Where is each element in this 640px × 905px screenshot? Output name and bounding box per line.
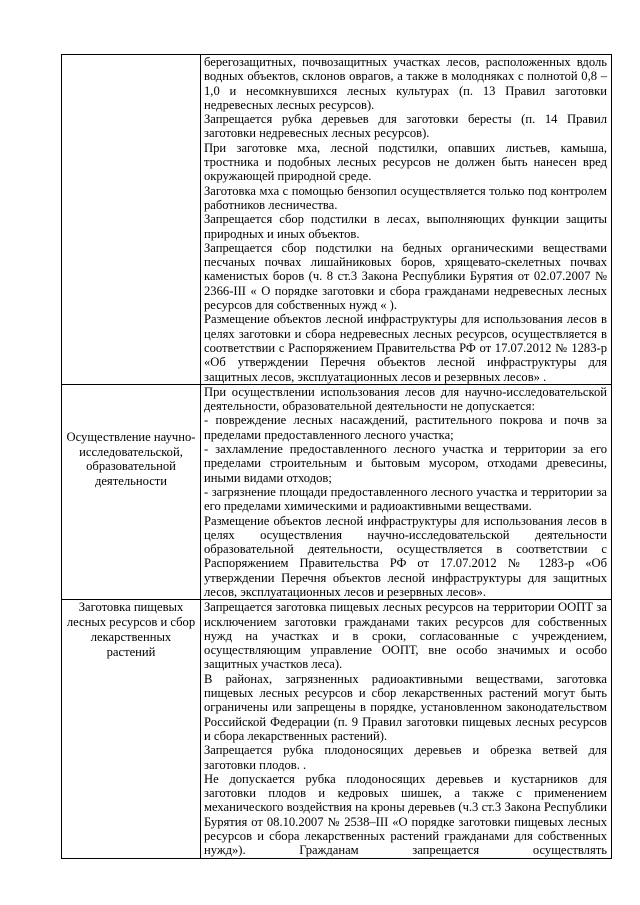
table-row (62, 55, 612, 385)
rule-paragraph: - повреждение лесных насаждений, растительного покрова и почв за пределами предоставленного лесного участка; (204, 413, 607, 442)
rule-paragraph: Запрещается сбор подстилки на бедных органическими веществами песчаных почвах лишайниковых боров, хрящевато-скелетных почвах каменистых боров (ч. 8 ст.3 Закона Республики Бурятия от 02.07.2007 № 2366-III « О порядке заготовки и сбора гражданами недревесных лесных ресурсов для собственных нужд « ). (204, 240, 607, 313)
rules-cell (201, 384, 612, 599)
activity-label: Осуществление научно-исследовательской, образовательной деятельности (66, 429, 196, 489)
activity-cell (62, 384, 201, 599)
regulations-table (61, 54, 612, 859)
rule-paragraph: Заготовка мха с помощью бензопил осуществляется только под контролем работников лесничества. (204, 183, 607, 212)
activity-cell (62, 600, 201, 858)
rule-paragraph: Запрещается заготовка пищевых лесных ресурсов на территории ООПТ за исключением заготовки гражданами таких ресурсов для собственных нужд на участках и в сроки, согласованные с учреждением, осуществляющим управление ООПТ, вне особо значимых и особо защитных участков леса). (204, 600, 607, 672)
rule-paragraph: Запрещается рубка плодоносящих деревьев и обрезка ветвей для заготовки плодов. . (204, 743, 607, 772)
rule-paragraph: - захламление предоставленного лесного участка и территории за его пределами строительным и бытовым мусором, отходами древесины, иными видами отходов; (204, 442, 607, 485)
rules-cell (201, 600, 612, 858)
rule-paragraph: При заготовке мха, лесной подстилки, опавших листьев, камыша, тростника и подобных лесных ресурсов не должен быть нанесен вред окружающей природной среде. (204, 140, 607, 184)
rule-paragraph: Не допускается рубка плодоносящих деревьев и кустарников для заготовки плодов и кедровых шишек, а также с применением механического воздействия на кроны деревьев (ч.3 ст.3 Закона Республики Бурятия от 08.10.2007 № 2538–III «О порядке заготовки пищевых лесных ресурсов и сбора лекарственных растений гражданами для собственных нужд»). Гражданам запрещается осуществлять (204, 771, 607, 858)
rule-paragraph: Размещение объектов лесной инфраструктуры для использования лесов в целях заготовки и сбора недревесных лесных ресурсов, осуществляется в соответствии с Распоряжением Правительства РФ от 17.07.2012 № 1283-р «Об утверждении Перечня объектов лесной инфраструктуры для защитных лесов, эксплуатационных лесов и резервных лесов» . (204, 312, 607, 384)
rule-paragraph: Размещение объектов лесной инфраструктуры для использования лесов в целях осуществления научно-исследовательской деятельности образовательной деятельности, осуществляется в соответствии с Распоряжением Правительства РФ от 17.07.2012 № 1283-р «Об утверждении Перечня объектов лесной инфраструктуры для защитных лесов, эксплуатационных лесов и резервных лесов». (204, 513, 607, 599)
rule-paragraph: В районах, загрязненных радиоактивными веществами, заготовка пищевых лесных ресурсов и сбор лекарственных растений могут быть ограничены или запрещены в порядке, установленном законодательством Российской Федерации (п. 9 Правил заготовки пищевых лесных ресурсов и сбора лекарственных растений). (204, 671, 607, 743)
rule-paragraph: Запрещается рубка деревьев для заготовки бересты (п. 14 Правил заготовки недревесных лесных ресурсов). (204, 112, 607, 141)
table-row (62, 384, 612, 599)
rule-paragraph: - загрязнение площади предоставленного лесного участка и территории за его пределами химическими и радиоактивными веществами. (204, 484, 607, 514)
rule-paragraph: Запрещается сбор подстилки в лесах, выполняющих функции защиты природных и иных объектов. (204, 212, 607, 241)
activity-label: Заготовка пищевых лесных ресурсов и сбор лекарственных растений (66, 600, 196, 659)
table-row (62, 600, 612, 858)
rule-paragraph: При осуществлении использования лесов для научно-исследовательской деятельности, образовательной деятельности не допускается: (204, 384, 607, 414)
rules-cell (201, 55, 612, 385)
rule-paragraph: берегозащитных, почвозащитных участках лесов, расположенных вдоль водных объектов, склонов оврагов, а также в молодняках с полнотой 0,8 – 1,0 и несомкнувшихся лесных культурах (п. 13 Правил заготовки недревесных лесных ресурсов). (204, 55, 607, 112)
activity-cell (62, 55, 201, 385)
